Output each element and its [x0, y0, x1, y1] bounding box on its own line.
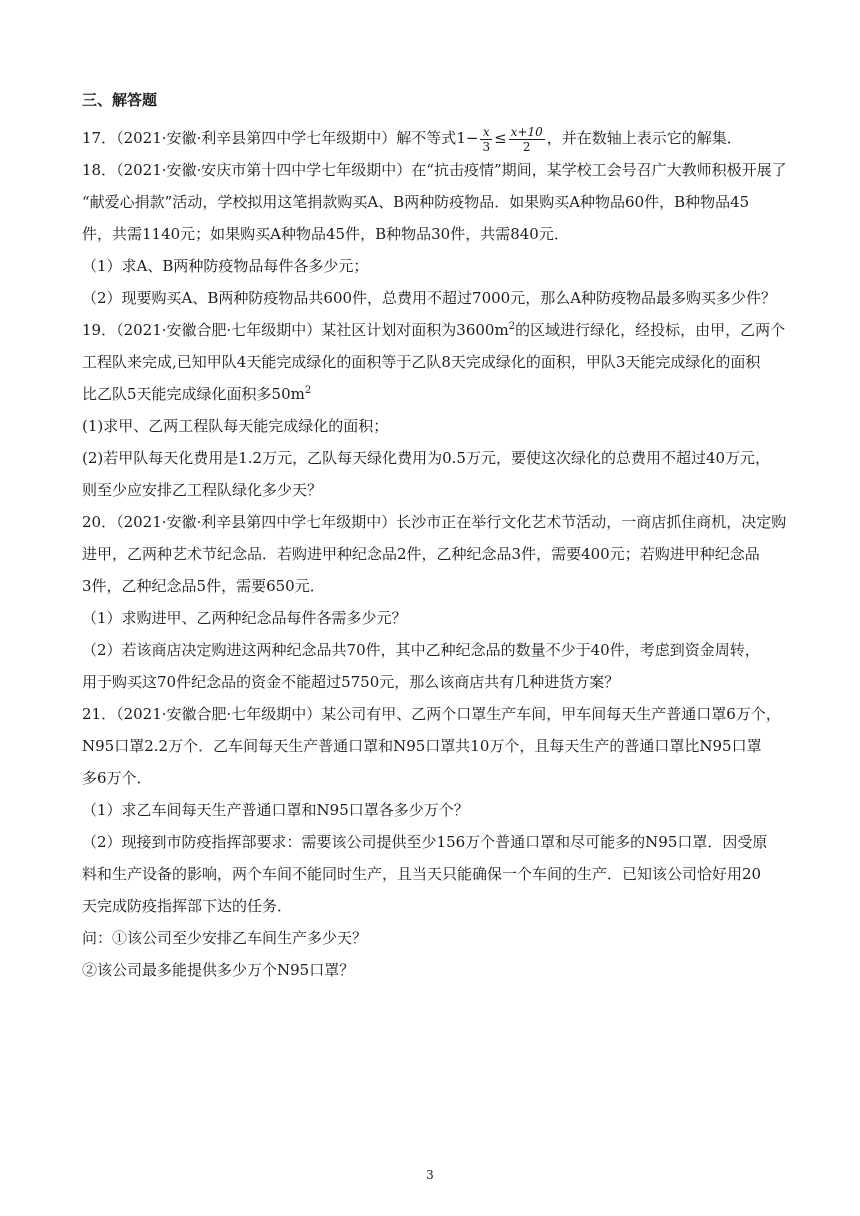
q21-sub-2-line-1: （2）现接到市防疫指挥部要求：需要该公司提供至少156万个普通口罩和尽可能多的N95口罩．因受原: [82, 833, 768, 851]
q17-fraction-2: [509, 125, 545, 154]
q19-line-3-a: 比乙队5天能完成绿化面积多50m: [82, 385, 305, 403]
q18-line-2: “献爱心捐款”活动，学校拟用这笔捐款购买A、B两种防疫物品．如果购买A种物品60件，B种物品45: [82, 193, 750, 211]
q21-line-1: 21．（2021·安徽合肥·七年级期中）某公司有甲、乙两个口罩生产车间，甲车间每天生产普通口罩6万个，: [82, 705, 781, 723]
question-18: [82, 154, 787, 314]
q17-frac1-numerator: x: [480, 125, 492, 140]
q21-sub-2-line-2: 料和生产设备的影响，两个车间不能同时生产，且当天只能确保一个车间的生产．已知该公司恰好用20: [82, 865, 762, 883]
q19-line-1-b: 的区域进行绿化，经投标，由甲，乙两个: [515, 321, 786, 339]
q21-ask-1: 问：①该公司至少安排乙车间生产多少天？: [82, 929, 368, 947]
q17-frac2-numerator: x+10: [510, 124, 543, 139]
q20-line-2: 进甲，乙两种艺术节纪念品．若购进甲种纪念品2件，乙种纪念品3件，需要400元；若购进甲种纪念品: [82, 545, 760, 563]
q19-line-1-a: 19．（2021·安徽合肥·七年级期中）某社区计划对面积为3600m: [82, 321, 509, 339]
q17-leq: ≤: [494, 129, 507, 147]
q17-suffix: ，并在数轴上表示它的解集．: [546, 129, 742, 147]
q19-line-3: [82, 378, 782, 410]
q17-one-minus: 1−: [456, 129, 479, 147]
q21-ask-2: ②该公司最多能提供多少万个N95口罩？: [82, 961, 355, 979]
q17-frac2-denominator: 2: [522, 139, 531, 154]
q18-line-3: 件，共需1140元；如果购买A种物品45件，B种物品30件，共需840元．: [82, 225, 569, 243]
q18-line-1: 18．（2021·安徽·安庆市第十四中学七年级期中）在“抗击疫情”期间，某学校工会号召广大教师积极开展了: [82, 161, 787, 179]
q19-line-3-sup: 2: [304, 385, 312, 396]
q20-sub-2-line-2: 用于购买这70件纪念品的资金不能超过5750元，那么该商店共有几种进货方案？: [82, 673, 620, 691]
q17-frac1-denominator: 3: [482, 139, 491, 154]
q19-line-1: [82, 314, 786, 346]
q18-sub-2: （2）现要购买A、B两种防疫物品共600件，总费用不超过7000元，那么A种防疫物品最多购买多少件？: [82, 289, 777, 307]
q18-sub-1: （1）求A、B两种防疫物品每件各多少元；: [82, 257, 369, 275]
q21-sub-2-line-3: 天完成防疫指挥部下达的任务．: [82, 897, 293, 915]
question-20: [82, 506, 787, 698]
q19-sub-2-line-2: 则至少应安排乙工程队绿化多少天？: [82, 481, 323, 499]
q19-line-1-sup: 2: [508, 321, 516, 332]
q19-sub-2-line-1: (2)若甲队每天化费用是1.2万元，乙队每天绿化费用为0.5万元，要使这次绿化的总费用不超过40万元，: [82, 449, 771, 467]
q20-line-1: 20．（2021·安徽·利辛县第四中学七年级期中）长沙市正在举行文化艺术节活动，一商店抓住商机，决定购: [82, 513, 787, 531]
section-title: 三、解答题: [82, 91, 158, 109]
q21-line-2: N95口罩2.2万个．乙车间每天生产普通口罩和N95口罩共10万个，且每天生产的普通口罩比N95口罩: [82, 737, 762, 755]
q20-line-3: 3件，乙种纪念品5件，需要650元．: [82, 577, 325, 595]
q20-sub-2-line-1: （2）若该商店决定购进这两种纪念品共70件，其中乙种纪念品的数量不少于40件，考虑到资金周转，: [82, 641, 760, 659]
question-19: [82, 314, 786, 506]
q17-fraction-1: [480, 125, 492, 154]
q17-prefix: 17．（2021·安徽·利辛县第四中学七年级期中）解不等式: [82, 129, 457, 147]
q19-sub-1: (1)求甲、乙两工程队每天能完成绿化的面积；: [82, 417, 389, 435]
document-content: [82, 88, 787, 986]
q19-line-2: 工程队来完成,已知甲队4天能完成绿化的面积等于乙队8天完成绿化的面积，甲队3天能完成绿化的面积: [82, 353, 761, 371]
page-number: 3: [426, 1168, 434, 1182]
q21-line-3: 多6万个．: [82, 769, 152, 787]
question-21: [82, 698, 782, 986]
question-17: [82, 122, 782, 154]
q21-sub-1: （1）求乙车间每天生产普通口罩和N95口罩各多少万个？: [82, 801, 469, 819]
q20-sub-1: （1）求购进甲、乙两种纪念品每件各需多少元？: [82, 609, 407, 627]
